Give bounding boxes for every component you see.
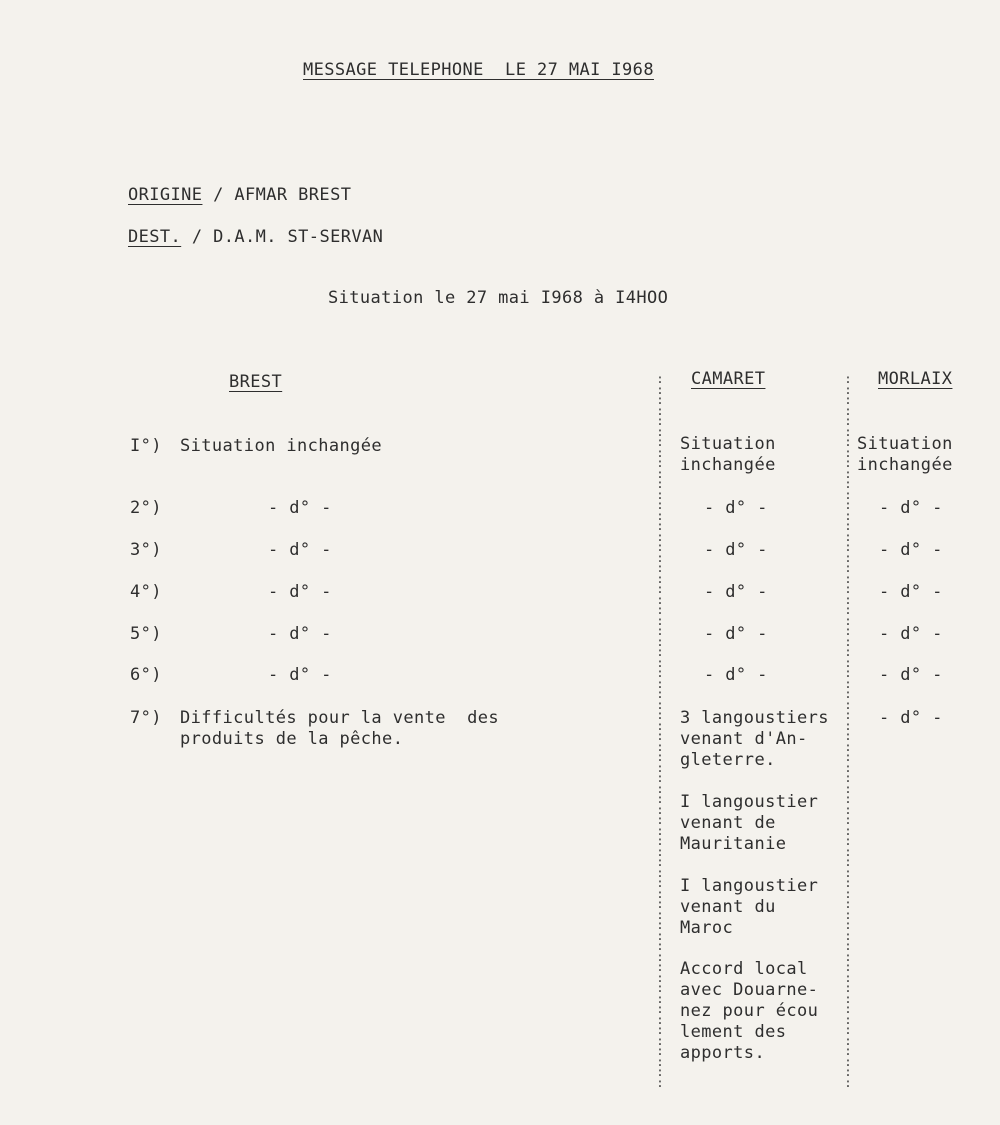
situation-heading: Situation le 27 mai I968 à I4HOO — [328, 288, 669, 308]
origine-value: / AFMAR BREST — [202, 185, 352, 205]
column-header-camaret: CAMARET — [691, 369, 766, 389]
brest-cell: - d° - — [268, 498, 332, 518]
row-number: 3°) — [130, 540, 162, 560]
brest-cell: - d° - — [268, 540, 332, 560]
morlaix-cell: - d° - — [879, 665, 943, 685]
camaret-cell: - d° - — [704, 540, 768, 560]
row-number: 2°) — [130, 498, 162, 518]
camaret-cell: - d° - — [704, 665, 768, 685]
column-separator-left: : : : : : : : : : : : : : : : : : : : : : : : : : : : : : : : : : : : : : : : : : : : : : : : : : : : : : : : : : : : : : : : : : : : : — [656, 372, 664, 1090]
row-number: 5°) — [130, 624, 162, 644]
row-number: I°) — [130, 436, 162, 456]
brest-cell: - d° - — [268, 582, 332, 602]
document-title: MESSAGE TELEPHONE LE 27 MAI I968 — [303, 60, 654, 80]
origine-label: ORIGINE — [128, 185, 203, 205]
column-header-brest: BREST — [229, 372, 283, 392]
camaret-cell: Situation inchangée — [680, 434, 776, 475]
morlaix-cell: - d° - — [879, 540, 943, 560]
camaret-cell: - d° - — [704, 624, 768, 644]
row-number: 6°) — [130, 665, 162, 685]
morlaix-cell: - d° - — [879, 624, 943, 644]
origine-line — [128, 185, 351, 206]
camaret-cell: - d° - — [704, 582, 768, 602]
camaret-cell: 3 langoustiers venant d'An- gleterre. — [680, 708, 829, 770]
brest-cell: - d° - — [268, 624, 332, 644]
dest-label: DEST. — [128, 227, 182, 247]
camaret-note: I langoustier venant de Mauritanie — [680, 792, 819, 854]
column-header-morlaix: MORLAIX — [878, 369, 953, 389]
brest-cell: Situation inchangée — [180, 436, 383, 456]
camaret-cell: - d° - — [704, 498, 768, 518]
dest-line — [128, 227, 383, 248]
brest-cell: - d° - — [268, 665, 332, 685]
dest-value: / D.A.M. ST-SERVAN — [181, 227, 384, 247]
morlaix-cell: - d° - — [879, 708, 943, 728]
camaret-note: I langoustier venant du Maroc — [680, 876, 819, 938]
morlaix-cell: Situation inchangée — [857, 434, 953, 475]
row-number: 7°) — [130, 708, 162, 728]
brest-cell: Difficultés pour la vente des produits de la pêche. — [180, 708, 500, 749]
camaret-note: Accord local avec Douarne- nez pour écou lement des apports. — [680, 959, 819, 1063]
row-number: 4°) — [130, 582, 162, 602]
morlaix-cell: - d° - — [879, 582, 943, 602]
column-separator-right: : : : : : : : : : : : : : : : : : : : : : : : : : : : : : : : : : : : : : : : : : : : : : : : : : : : : : : : : : : : : : : : : : : : : — [844, 372, 852, 1090]
morlaix-cell: - d° - — [879, 498, 943, 518]
